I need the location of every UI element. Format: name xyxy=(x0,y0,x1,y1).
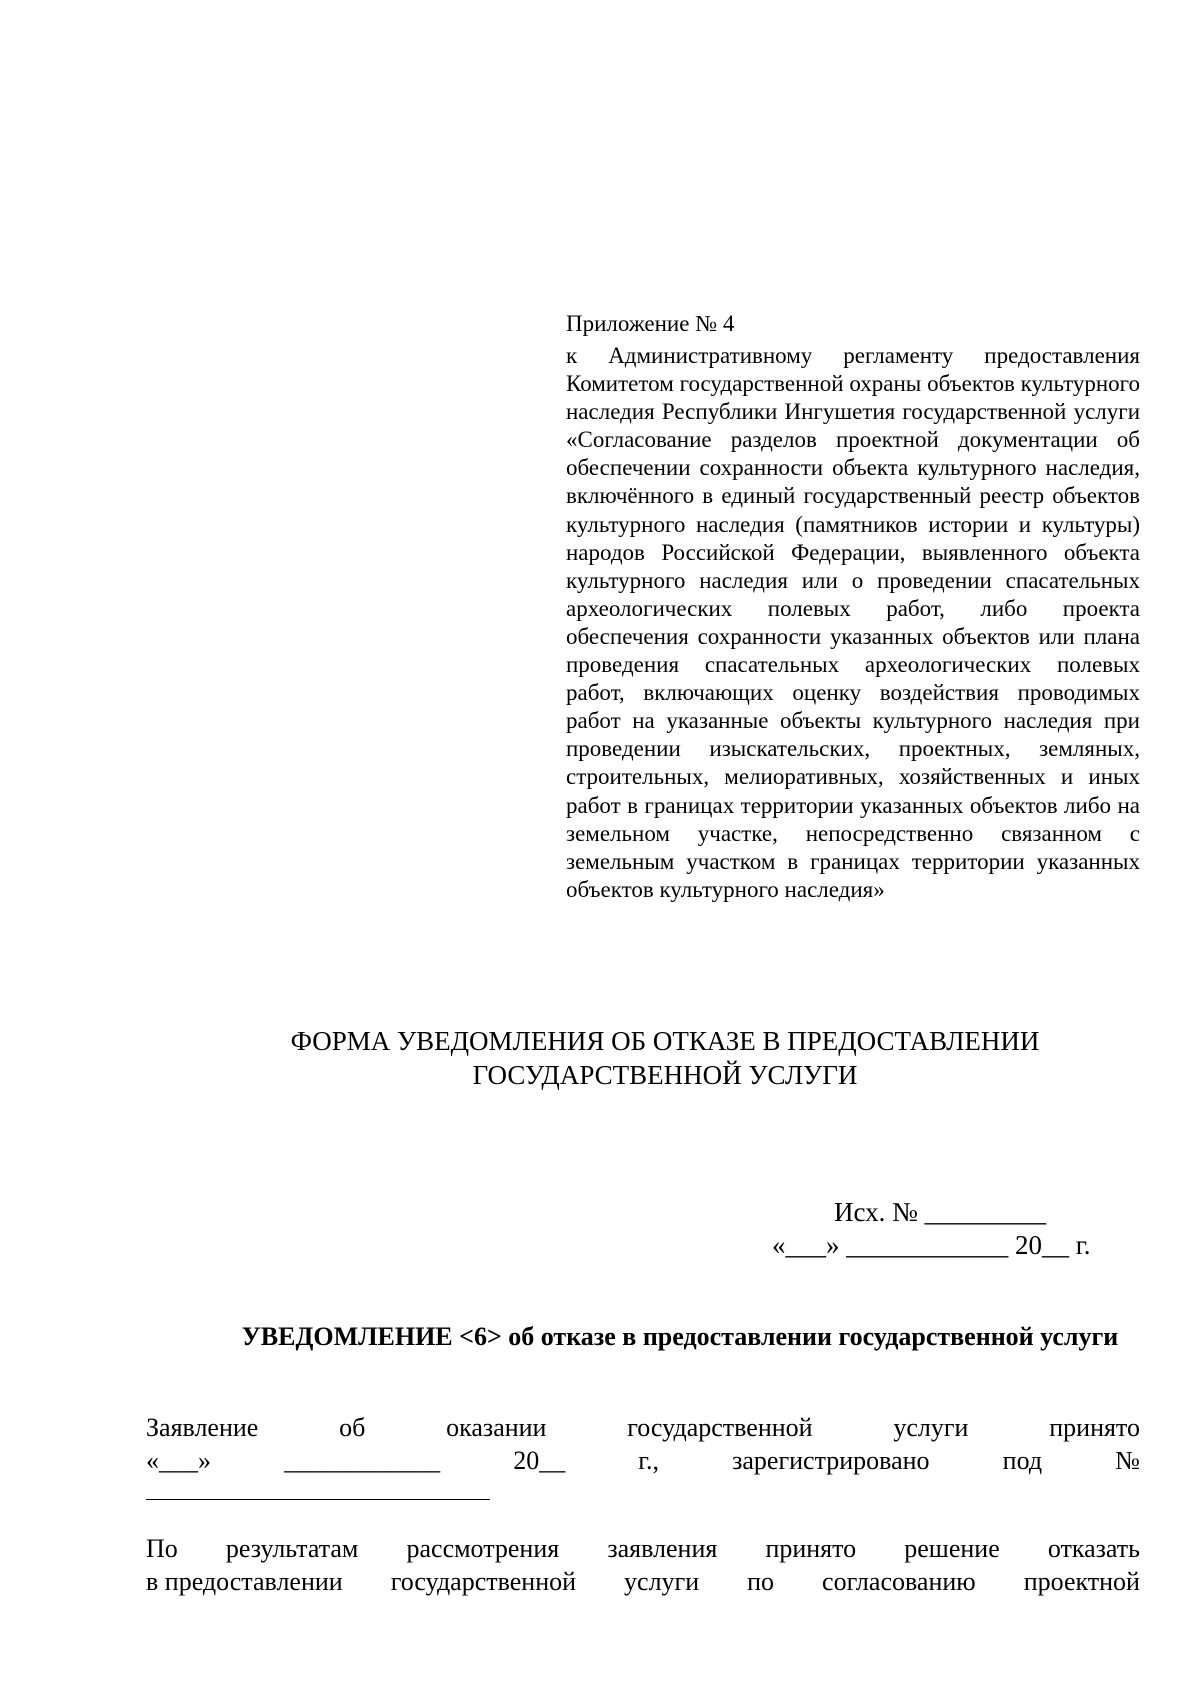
registration-number-blank xyxy=(146,1499,490,1500)
word: По xyxy=(146,1534,178,1563)
word: по xyxy=(747,1567,775,1596)
word: об xyxy=(339,1413,366,1442)
word: согласованию xyxy=(822,1567,976,1596)
form-title xyxy=(0,1024,1200,1092)
outgoing-date: «___» ____________ 20__ г. xyxy=(772,1230,1091,1260)
word: оказании xyxy=(446,1413,547,1442)
word: услуги xyxy=(893,1413,969,1442)
word: в предоставлении xyxy=(146,1567,343,1596)
word: г., xyxy=(638,1446,660,1475)
word: заявления xyxy=(607,1534,718,1563)
word: № xyxy=(1115,1446,1140,1475)
application-paragraph xyxy=(146,1411,1140,1500)
appendix-text: к Административному регламенту предоставления Комитетом государственной охраны объектов культурного наследия Республики Ингушетия государственной услуги «Согласование разделов проектной документации об обеспечении сохранности объекта культурного наследия, включённого в единый государственный реестр объектов культурного наследия (памятников истории и культуры) народов Российской Федерации, выявленного объекта культурного наследия или о проведении спасательных археологических полевых работ, либо проекта обеспечения сохранности указанных объектов или плана проведения спасательных археологических полевых работ, включающих оценку воздействия проводимых работ на указанные объекты культурного наследия при проведении изыскательских, проектных, земляных, строительных, мелиоративных, хозяйственных и иных работ в границах территории указанных объектов либо на земельном участке, непосредственно связанном с земельным участком в границах территории указанных объектов культурного наследия» xyxy=(566,343,1140,902)
decision-paragraph xyxy=(146,1532,1140,1598)
paragraph-line xyxy=(146,1565,1140,1598)
notice-title: УВЕДОМЛЕНИЕ <6> об отказе в предоставлении государственной услуги xyxy=(241,1322,1119,1351)
word: решение xyxy=(904,1534,1000,1563)
word: государственной xyxy=(390,1567,577,1596)
word: зарегистрировано xyxy=(732,1446,930,1475)
appendix-title: Приложение № 4 xyxy=(566,311,735,336)
word: отказать xyxy=(1047,1534,1140,1563)
form-title-line-1: ФОРМА УВЕДОМЛЕНИЯ ОБ ОТКАЗЕ В ПРЕДОСТАВЛЕНИИ xyxy=(290,1026,1040,1056)
word: принято xyxy=(1049,1413,1140,1442)
word: ____________ xyxy=(284,1446,441,1475)
word: государственной xyxy=(627,1413,813,1442)
word: под xyxy=(1002,1446,1043,1475)
word: Заявление xyxy=(146,1413,259,1442)
word: рассмотрения xyxy=(406,1534,560,1563)
paragraph-line xyxy=(146,1411,1140,1444)
word: 20__ xyxy=(513,1446,566,1475)
outgoing-number: Исх. № _________ xyxy=(834,1197,1047,1227)
word: принято xyxy=(765,1534,857,1563)
word: проектной xyxy=(1023,1567,1140,1596)
paragraph-line xyxy=(146,1444,1140,1477)
word: «___» xyxy=(146,1446,211,1475)
word: результатам xyxy=(225,1534,359,1563)
paragraph-line xyxy=(146,1532,1140,1565)
word: услуги xyxy=(624,1567,700,1596)
form-title-line-2: ГОСУДАРСТВЕННОЙ УСЛУГИ xyxy=(472,1060,858,1090)
